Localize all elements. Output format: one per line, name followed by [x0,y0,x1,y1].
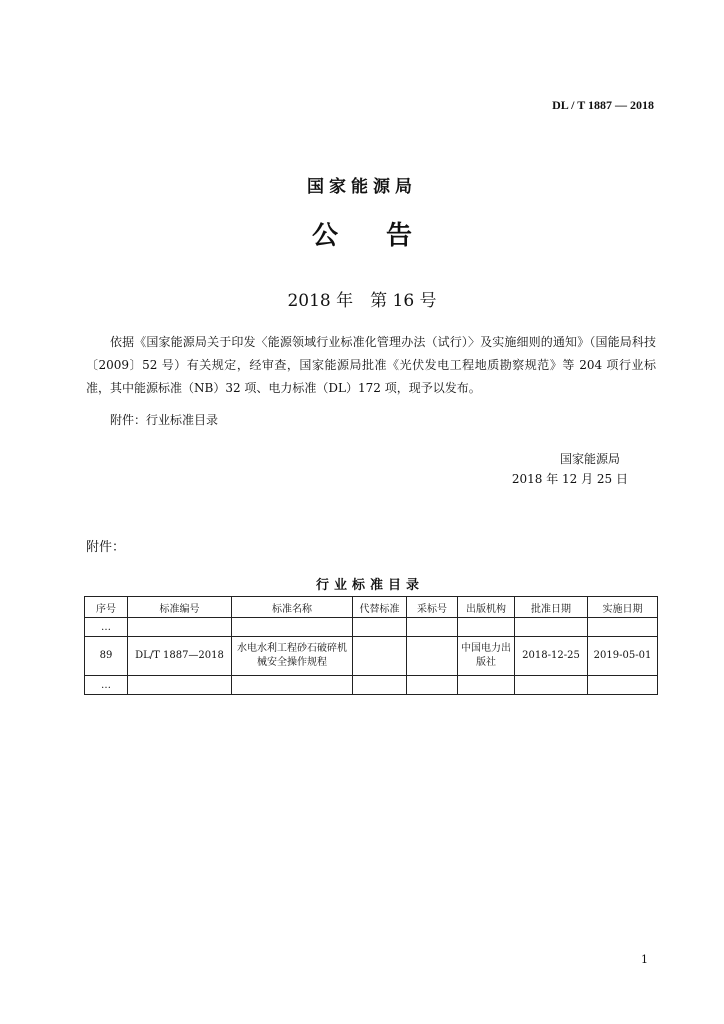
column-header: 采标号 [407,597,458,618]
column-header: 序号 [85,597,128,618]
column-header: 批准日期 [515,597,588,618]
table-header-row [85,597,658,618]
table-row [85,637,658,676]
attachment-note: 附件：行业标准目录 [110,413,219,427]
attachment-label: 附件： [86,540,126,555]
table-row [85,676,658,695]
code-cell: DL/T 1887—2018 [128,637,232,676]
issue-number: 2018 年 第 16 号 [287,291,437,311]
table-row [85,618,658,637]
column-header: 出版机构 [458,597,515,618]
column-header: 标准编号 [128,597,232,618]
adopted-cell [407,637,458,676]
approved-cell: 2018-12-25 [515,637,588,676]
column-header: 标准名称 [232,597,353,618]
publisher-cell: 中国电力出版社 [458,637,515,676]
standard-code: DL / T 1887 — 2018 [552,98,654,112]
name-cell: 水电水利工程砂石破碎机械安全操作规程 [232,637,353,676]
catalog-title: 行业标准目录 [315,578,424,593]
announcement-body: 依据《国家能源局关于印发〈能源领域行业标准化管理办法（试行）〉及实施细则的通知》（国能局科技〔2009〕52 号）有关规定，经审查，国家能源局批准《光伏发电工程地质勘察规范》等 204 项行业标准，其中能源标准（NB）32 项、电力标准（DL）172 项，现予以发布。 [86,335,656,395]
replaces-cell [353,637,407,676]
signature-date: 2018 年 12 月 25 日 [511,472,628,486]
effective-cell: 2019-05-01 [588,637,658,676]
page-number: 1 [641,953,648,966]
seq-cell: 89 [85,637,128,676]
column-header: 代替标准 [353,597,407,618]
issuing-agency: 国家能源局 [307,177,417,197]
ellipsis-cell: … [85,676,128,695]
signature-agency: 国家能源局 [559,452,620,466]
standards-catalog-table [84,596,658,695]
notice-title: 公告 [311,221,460,251]
column-header: 实施日期 [588,597,658,618]
ellipsis-cell: … [85,618,128,637]
